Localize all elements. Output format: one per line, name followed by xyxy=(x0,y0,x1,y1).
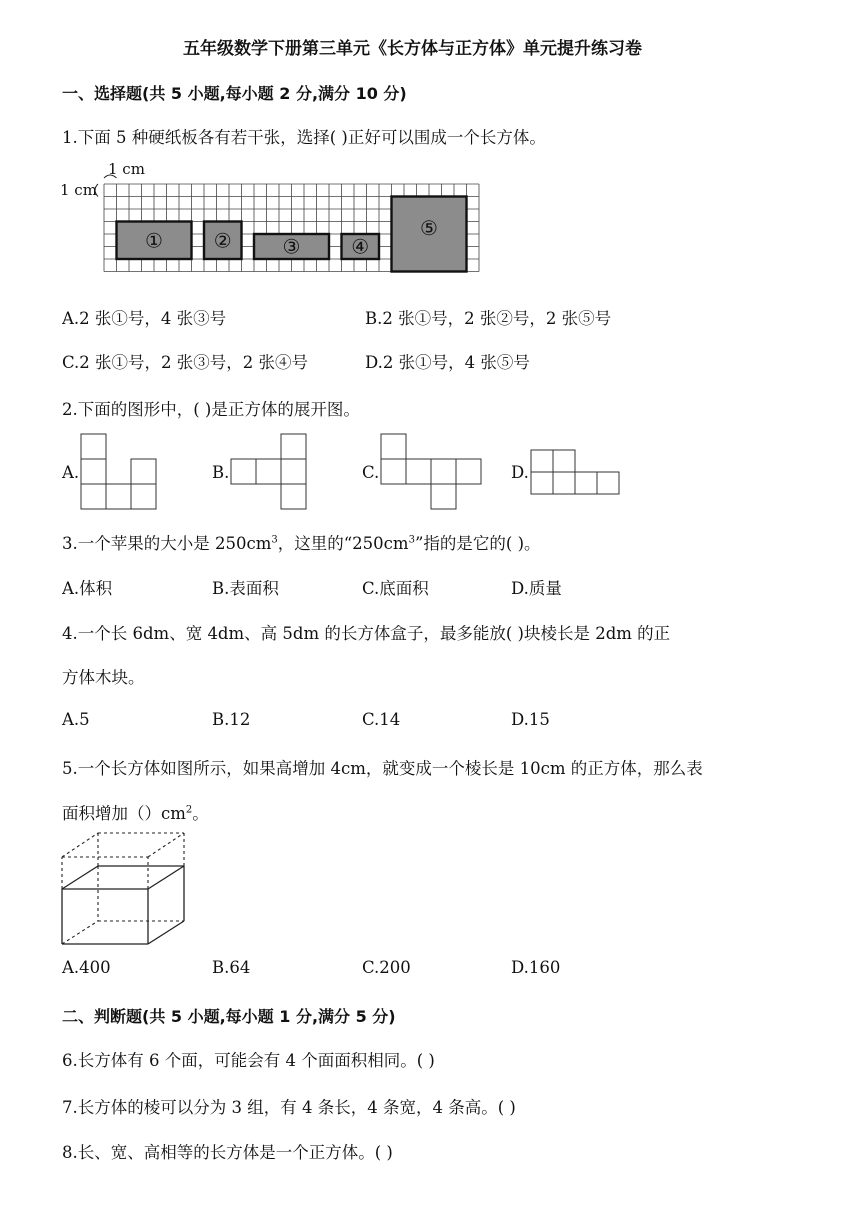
cardboard-piece-label-3: ③ xyxy=(282,234,301,259)
question-2-stem: 2.下面的图形中，( )是正方体的展开图。 xyxy=(62,400,360,419)
question-4-stem-line-1: 4.一个长 6dm、宽 4dm、高 5dm 的长方体盒子，最多能放( )块棱长是 2dm 的正 xyxy=(62,624,671,643)
section-1-heading: 一、选择题(共 5 小题,每小题 2 分,满分 10 分) xyxy=(62,84,407,103)
question-4-option-a[interactable]: A.5 xyxy=(62,710,90,729)
cardboard-grid xyxy=(96,172,486,268)
question-6: 6.长方体有 6 个面，可能会有 4 个面面积相同。( ) xyxy=(62,1051,435,1070)
question-7: 7.长方体的棱可以分为 3 组，有 4 条长，4 条宽，4 条高。( ) xyxy=(62,1098,516,1117)
question-3-option-d[interactable]: D.质量 xyxy=(511,579,562,598)
page-title: 五年级数学下册第三单元《长方体与正方体》单元提升练习卷 xyxy=(183,39,642,59)
question-4-stem-line-2: 方体木块。 xyxy=(62,668,145,687)
question-5-option-a[interactable]: A.400 xyxy=(62,958,111,977)
cardboard-piece-label-1: ① xyxy=(145,228,163,253)
question-2-option-d-label[interactable]: D. xyxy=(511,463,529,482)
cardboard-piece-label-4: ④ xyxy=(351,234,370,259)
question-2-option-a-label[interactable]: A. xyxy=(62,463,80,482)
net-b xyxy=(230,433,310,513)
net-a xyxy=(80,433,160,513)
unit-label-top: 1 cm xyxy=(108,160,145,178)
section-2-heading: 二、判断题(共 5 小题,每小题 1 分,满分 5 分) xyxy=(62,1007,396,1026)
question-3-option-c[interactable]: C.底面积 xyxy=(362,579,429,598)
question-2-option-b-label[interactable]: B. xyxy=(212,463,230,482)
question-5-option-b[interactable]: B.64 xyxy=(212,958,251,977)
question-1-option-a[interactable]: A.2 张①号，4 张③号 xyxy=(62,309,227,328)
question-5-option-c[interactable]: C.200 xyxy=(362,958,411,977)
question-3-option-a[interactable]: A.体积 xyxy=(62,579,113,598)
question-4-option-c[interactable]: C.14 xyxy=(362,710,401,729)
cuboid-figure xyxy=(60,830,190,946)
question-2-option-c-label[interactable]: C. xyxy=(362,463,380,482)
question-5-stem-line-1: 5.一个长方体如图所示，如果高增加 4cm，就变成一个棱长是 10cm 的正方体，那么表 xyxy=(62,759,703,778)
question-5-stem-line-2: 面积增加$()cm^2$。 xyxy=(62,804,209,823)
net-c xyxy=(380,433,490,513)
cardboard-piece-label-5: ⑤ xyxy=(420,216,438,240)
question-1-option-c[interactable]: C.2 张①号，2 张③号，2 张④号 xyxy=(62,353,309,372)
question-4-option-d[interactable]: D.15 xyxy=(511,710,550,729)
question-1-stem: 1.下面 5 种硬纸板各有若干张，选择( )正好可以围成一个长方体。 xyxy=(62,128,546,147)
question-5-option-d[interactable]: D.160 xyxy=(511,958,561,977)
question-1-option-d[interactable]: D.2 张①号，4 张⑤号 xyxy=(365,353,530,372)
net-d xyxy=(530,449,622,497)
cardboard-piece-label-2: ② xyxy=(213,228,232,253)
unit-label-left: 1 cm xyxy=(60,181,97,199)
question-1-option-b[interactable]: B.2 张①号，2 张②号，2 张⑤号 xyxy=(365,309,612,328)
question-4-option-b[interactable]: B.12 xyxy=(212,710,251,729)
question-8: 8.长、宽、高相等的长方体是一个正方体。( ) xyxy=(62,1143,393,1162)
question-3-option-b[interactable]: B.表面积 xyxy=(212,579,279,598)
question-3-stem: 3.一个苹果的大小是 $250cm^3$，这里的“$250cm^3$”指的是它的( )。 xyxy=(62,534,541,553)
